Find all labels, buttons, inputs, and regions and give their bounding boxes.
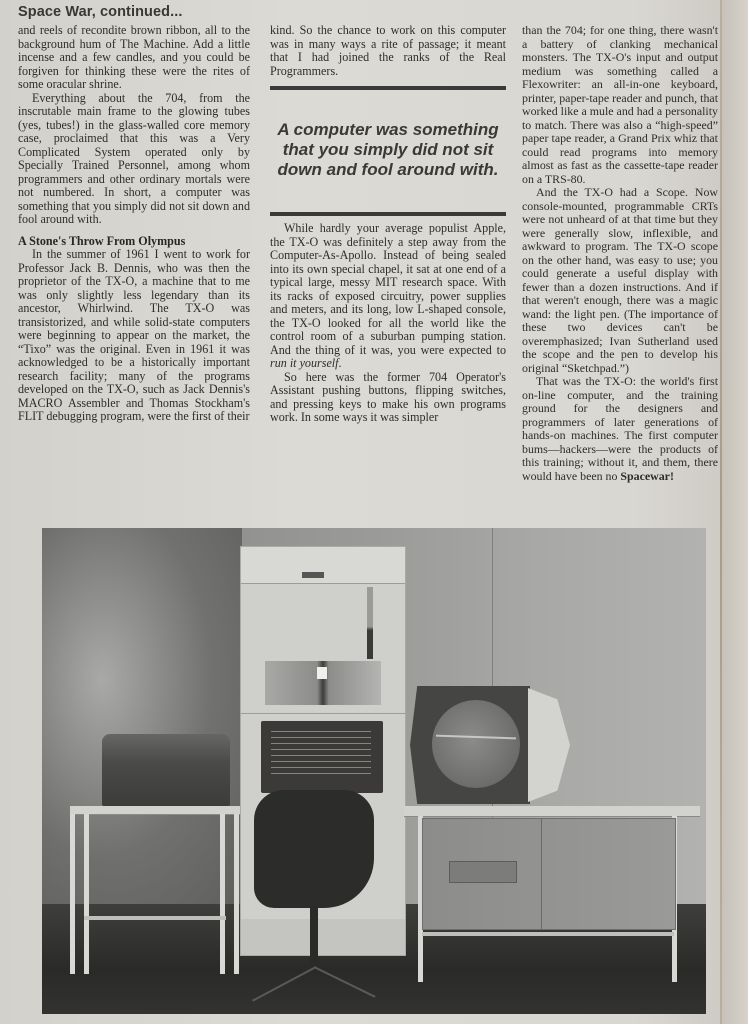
paragraph: And the TX-O had a Scope. Now console-mounted, programmable CRTs were not unheard of at that time but they were generally slow, inflexible, and awkward to program. The TX-O scope on the other hand, was easy to use; you could generate a useful display with fewer than a dozen instructions. And if that weren't enough, there was a magic wand: the light pen. (The importance of these two devices can't be overemphasized; Ivan Sutherland used the scope and the pen to develop his original “Sketchpad.”): [522, 185, 718, 375]
paper-tape-window: [265, 661, 381, 705]
page-gutter-line: [720, 0, 722, 1024]
paragraph: So here was the former 704 Operator's Assistant pushing buttons, flipping switches, and pressing keys to make his own programs work. In some ways it was simpler: [270, 369, 506, 424]
desk-leg: [220, 814, 225, 974]
scope-desk: [404, 806, 700, 817]
cabinet-top-band: [241, 547, 405, 584]
cabinet-meter: [367, 587, 373, 659]
chair-stem: [310, 906, 318, 966]
chair-base-leg: [314, 966, 376, 998]
desk-shelf: [422, 932, 674, 936]
crt-scope: [410, 686, 568, 804]
tape-reader-screen: [317, 667, 327, 679]
paragraph: than the 704; for one thing, there wasn't a battery of clanking mechanical monsters. The TX-O's input and output medium was something called a Flexowriter: an all-in-one keyboard, printer, paper-tape reader and punch, that worked like a mule and had a personality to match. There was also a “high-speed” paper tape reader, a Grand Prix whiz that could read programs into memory almost as fast as the cassette-tape reader on a TRS-80.: [522, 23, 718, 186]
desk-shelf: [84, 916, 226, 920]
paragraph: Everything about the 704, from the inscrutable main frame to the glowing tubes (yes, tubes!) in the glass-walled core memory case, proclaimed that this was a Very Complicated System operated only by Specially Trained Personnel, among whom programmers and other ordinary mortals were not numbered. In short, a computer was something that you simply did not sit down and fool around with.: [18, 90, 250, 226]
flexowriter-typewriter: [102, 734, 230, 806]
paragraph-text: While hardly your average populist Apple, the TX-O was definitely a step away from the Computer-As-Apollo. Instead of being sealed into its own special chapel, it sat at one end of a typical large, messy MIT research space. With its racks of exposed circuitry, power supplies and meters, and its long, low L-shaped console, the TX-O looked for all the world like the control room of a suburban pumping station. And the thing of it was, you were expected to: [270, 221, 506, 357]
scope-housing: [528, 688, 570, 802]
running-header: Space War, continued...: [18, 4, 183, 20]
paragraph: In the summer of 1961 I went to work for Professor Jack B. Dennis, who was then the proprietor of the TX-O, a machine that to me was only slightly less legendary than its ancestor, Whirlwind. The TX-O was transistorized, and while solid-state computers were beginning to appear on the market, the “Tixo” was the original. Even in 1961 it was acknowledged to be a historically important research facility; many of the programs developed on the TX-O, such as Jack Dennis's MACRO Assembler and Thomas Stockham's FLIT debugging program, were the first of their: [18, 247, 250, 423]
pull-quote: A computer was something that you simply did not sit down and fool around with.: [277, 120, 499, 179]
article-column-2: [270, 24, 506, 425]
article-column-3: [522, 24, 718, 483]
pull-quote-bottom-rule: [270, 212, 506, 216]
cabinet-nameplate: [449, 861, 517, 883]
cabinet-badge: [302, 572, 324, 578]
paragraph: [270, 222, 506, 371]
desk-leg: [84, 814, 89, 974]
cabinet-door-split: [541, 819, 542, 929]
closing-bold-text: Spacewar!: [620, 468, 674, 483]
emphasis-text: run it yourself: [270, 356, 339, 370]
paragraph-text: .: [338, 356, 342, 370]
paragraph-text: That was the TX-O: the world's first on-line computer, and the training ground for the designers and programmers of later generations of hands-on machines. The first computer bums—hackers—were the products of this training; without it, and them, there would have been no: [522, 374, 718, 483]
control-panel: [261, 721, 383, 793]
chair-base-leg: [252, 966, 317, 1002]
page-gutter-shade: [722, 0, 748, 1024]
swivel-chair: [248, 790, 390, 1010]
indicator-lights: [271, 731, 371, 779]
desk-leg: [70, 814, 75, 974]
article-column-1: [18, 24, 250, 424]
desk-leg: [234, 814, 239, 974]
chair-shell: [254, 790, 374, 908]
paragraph: kind. So the chance to work on this computer was in many ways a rite of passage; it meant that I had joined the ranks of the Real Programmers.: [270, 23, 506, 78]
paragraph: and reels of recondite brown ribbon, all to the background hum of The Machine. Add a little incense and a few candles, and you could be forgiven for thinking these were the rites of some oracular shrine.: [18, 23, 250, 91]
cabinet-divider: [241, 713, 405, 714]
desk-cabinet: [422, 818, 676, 930]
crt-screen: [432, 700, 520, 788]
paragraph: [522, 375, 718, 483]
tx0-computer-photo: [42, 528, 706, 1014]
section-subhead: A Stone's Throw From Olympus: [18, 233, 186, 248]
flexowriter-desk: [70, 806, 240, 815]
